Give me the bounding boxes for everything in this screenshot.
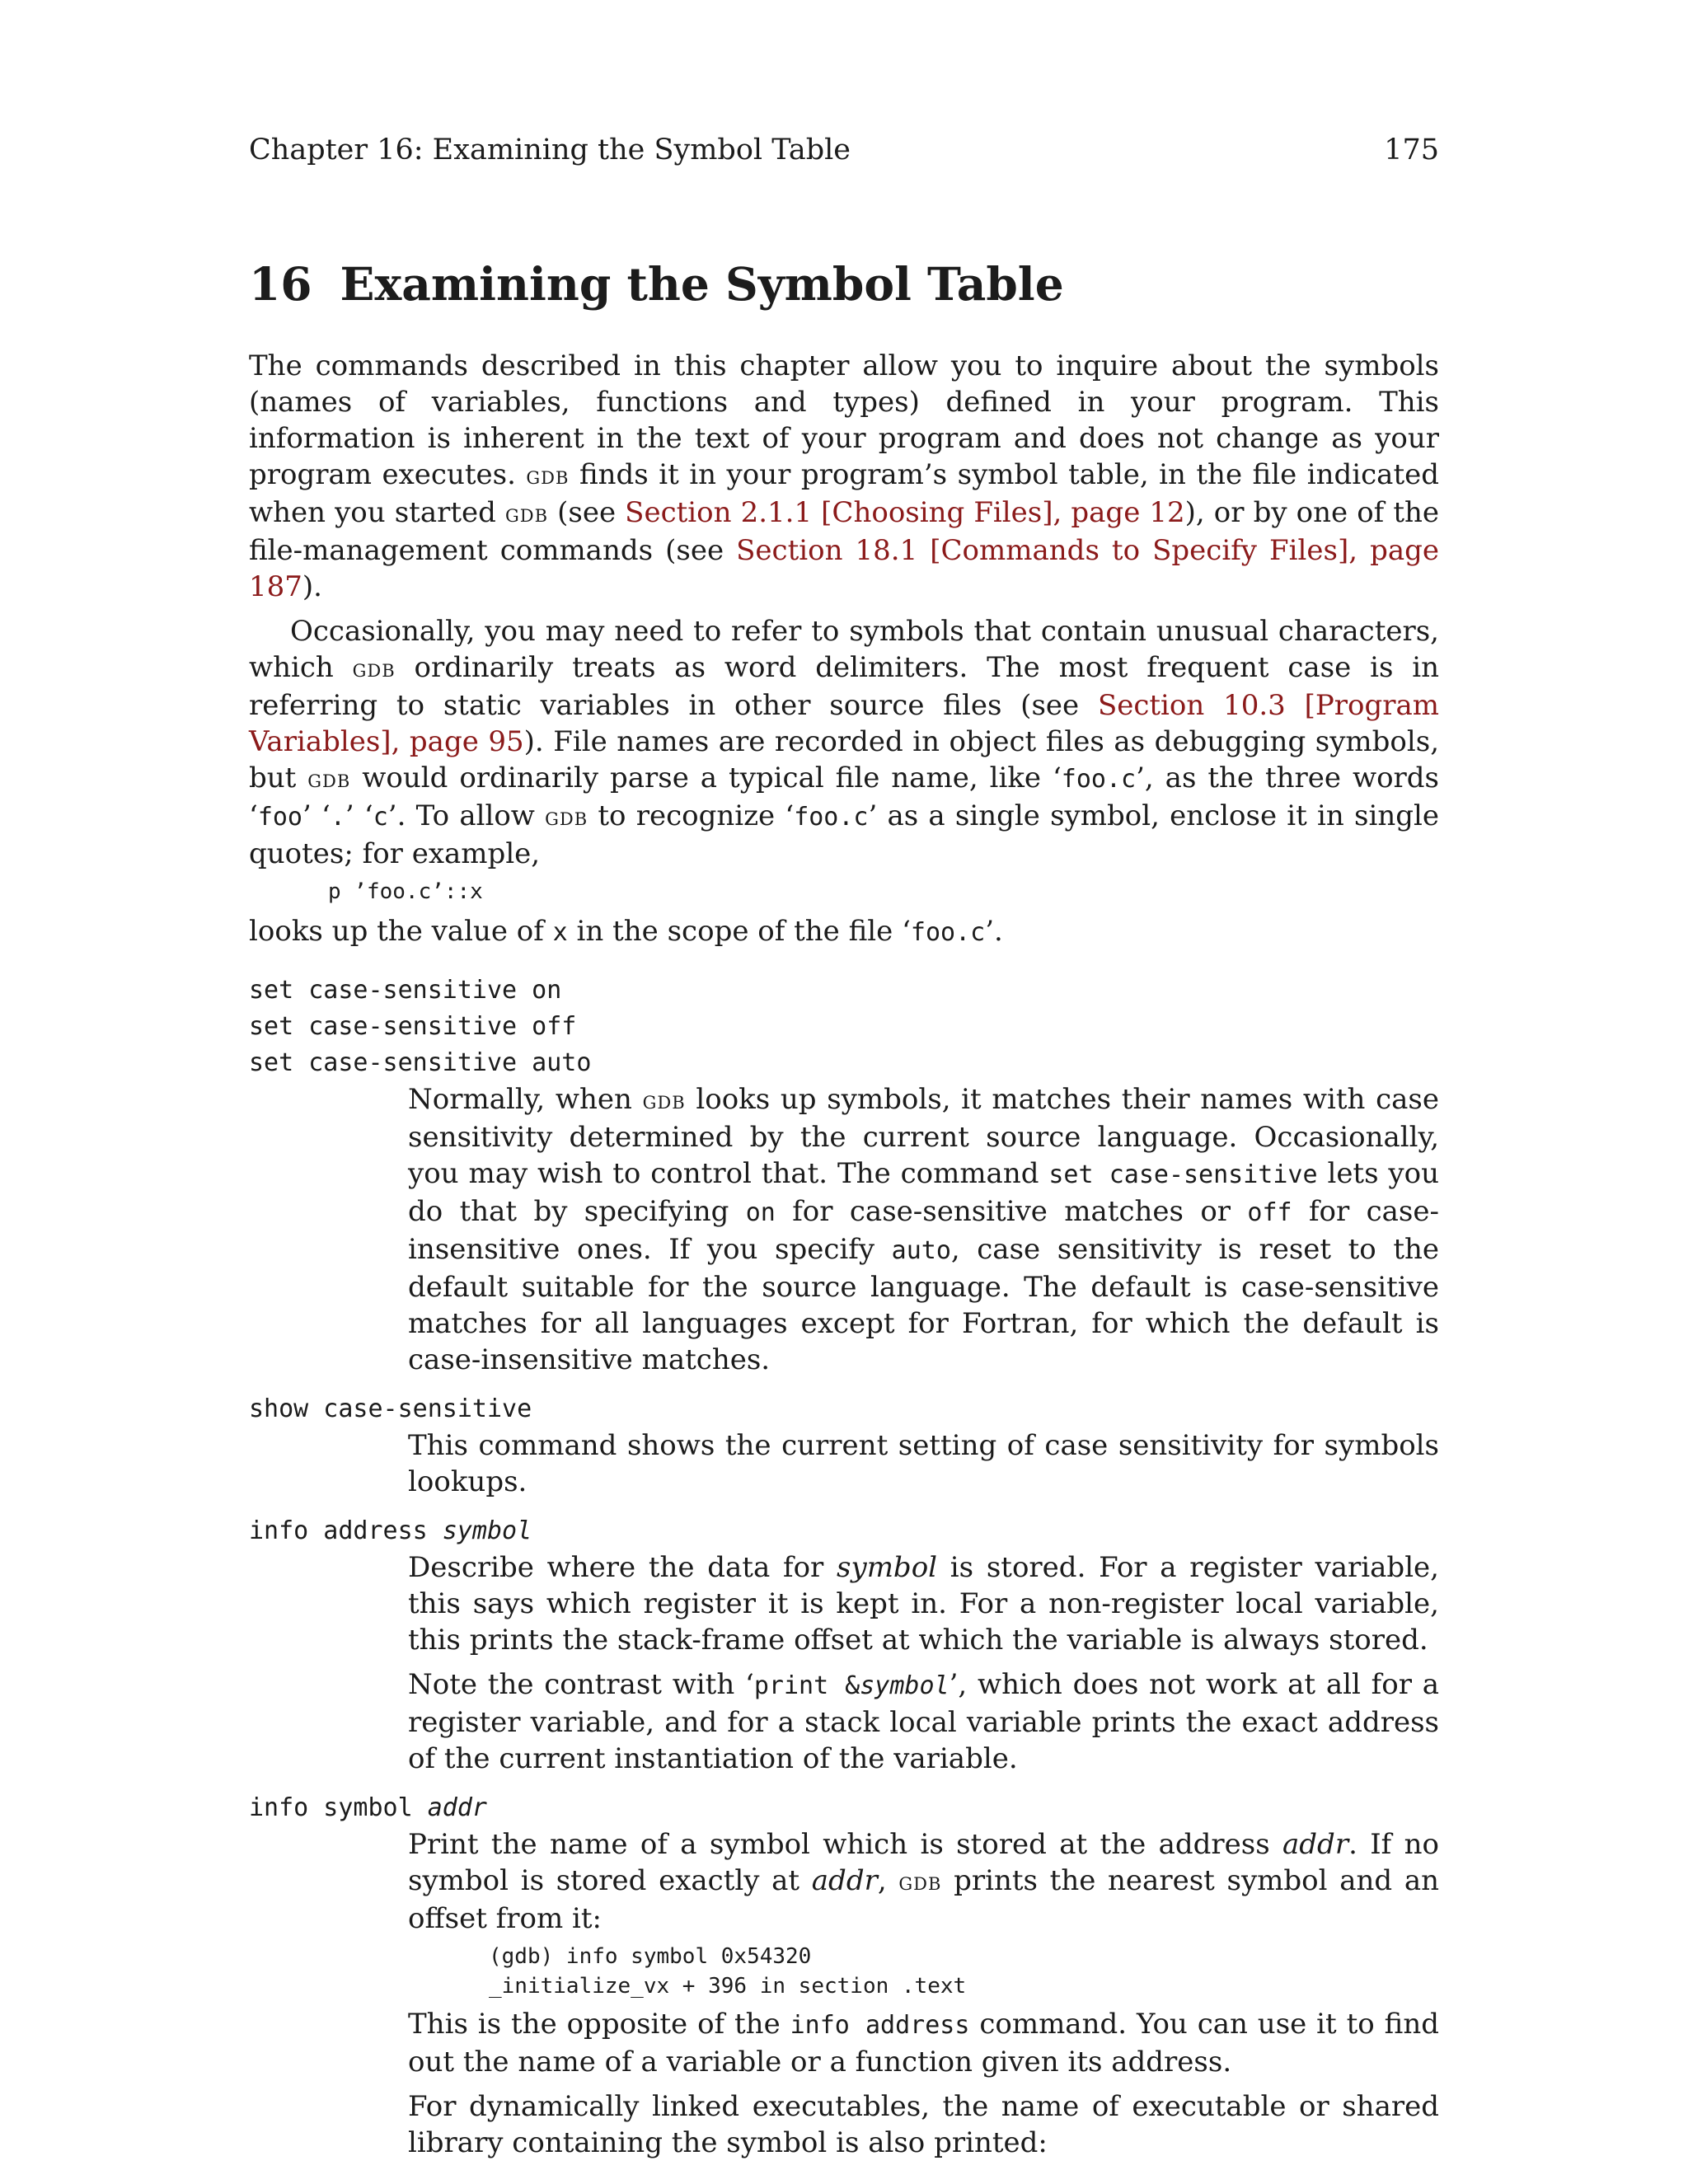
running-title: Chapter 16: Examining the Symbol Table — [249, 134, 851, 166]
xref-link-specify-files[interactable]: Section 18.1 [Commands to Specify Files], page 187 — [249, 534, 1439, 603]
gdb-name: gdb — [526, 462, 570, 490]
chapter-title: Examining the Symbol Table — [340, 257, 1064, 311]
code-example-info-symbol: (gdb) info symbol 0x54320 _initialize_vx + 396 in section .text — [489, 1944, 967, 1999]
chapter-heading — [249, 251, 1064, 317]
xref-link-choosing-files[interactable]: Section 2.1.1 [Choosing Files], page 12 — [625, 496, 1185, 529]
cmd-show-case-sensitive: show case-sensitive — [249, 1394, 532, 1423]
cmd-info-address: info address symbol — [249, 1516, 532, 1545]
info-symbol-description: Print the name of a symbol which is stored at the address addr. If no symbol is stored exactly at addr, gdb prints the nearest symbol and an offset from it: (gdb) info symbol 0x54320 _initialize_vx + 396 in section .text This is the opposite of the info address command. You can use it to find out the name of a variable or a function given its address. For dynamically linked executables, the name of executable or shared library containing the symbol is also printed: — [408, 1828, 1439, 2159]
cmd-info-symbol: info symbol addr — [249, 1793, 487, 1822]
cmd-set-case-sensitive-auto: set case-sensitive auto — [249, 1048, 592, 1077]
cmd-set-case-sensitive-on: set case-sensitive on — [249, 976, 562, 1005]
intro-paragraph-2: Occasionally, you may need to refer to symbols that contain unusual characters, which gdb ordinarily treats as word delimiters. The most frequent case is in referring to static variables in other source files (see Section 10.3 [Program Variables], page 95). File names are recorded in object files as debugging symbols, but gdb would ordinarily parse a typical file name, like ‘foo.c’, as the three words ‘foo’ ‘.’ ‘c’. To allow gdb to recognize ‘foo.c’ as a single symbol, enclose it in single quotes; for example, — [249, 615, 1440, 870]
intro-paragraph-3: looks up the value of x in the scope of the file ‘foo.c’. — [249, 915, 1003, 948]
chapter-number: 16 — [249, 257, 312, 311]
chapter-body — [249, 348, 1439, 2174]
running-header — [249, 130, 1439, 170]
code-example-foo: p ’foo.c’::x — [328, 879, 483, 904]
page-number: 175 — [1384, 134, 1439, 166]
cmd-set-case-sensitive-off: set case-sensitive off — [249, 1012, 577, 1041]
case-sensitive-description: Normally, when gdb looks up symbols, it matches their names with case sensitivity determined by the current source language. Occasionally, you may wish to control that. The command set case-sensitive lets you do that by specifying on for case-sensitive matches or off for case-insensitive ones. If you specify auto, case sensitivity is reset to the default suitable for the source language. The default is case-sensitive matches for all languages except for Fortran, for which the default is case-insensitive matches. — [408, 1083, 1440, 1376]
intro-paragraph-1: The commands described in this chapter allow you to inquire about the symbols (names of variables, functions and types) defined in your program. This information is inherent in the text of your program and does not change as your program executes. gdb finds it in your program’s symbol table, in the file indicated when you started gdb (see Section 2.1.1 [Choosing Files], page 12), or by one of the file-management commands (see Section 18.1 [Commands to Specify Files], page 187). — [249, 349, 1440, 603]
command-definition-list — [249, 972, 1439, 2161]
show-case-sensitive-description: This command shows the current setting of case sensitivity for symbols lookups. — [408, 1429, 1439, 1498]
gdb-name: gdb — [505, 499, 549, 528]
xref-link-program-variables[interactable]: Section 10.3 [Program Variables], page 95 — [249, 689, 1439, 758]
info-address-description: Describe where the data for symbol is stored. For a register variable, this says which register it is kept in. For a non-register local variable, this prints the stack-frame offset at which the variable is always stored. Note the contrast with ‘print &symbol’, which does not work at all for a register variable, and for a stack local variable prints the exact address of the current instantiation of the variable. — [408, 1551, 1440, 1775]
